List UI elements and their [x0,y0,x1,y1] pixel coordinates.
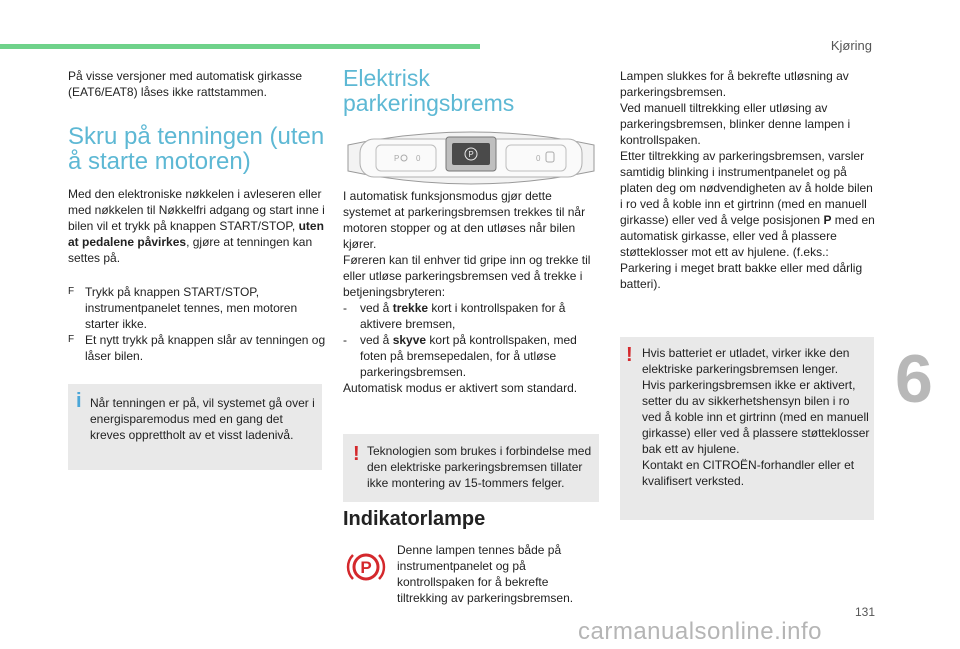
lamp-blink-text: Ved manuell tiltrekking eller utløsing av parkeringsbremsen, blinker denne lampen i kontrollspaken. [620,101,851,147]
svg-text:0: 0 [416,154,421,163]
list-item: F Trykk på knappen START/STOP, instrumentpanelet tennes, men motoren starter ikke. [68,285,298,331]
column-2 [343,66,599,116]
default-mode-text: Automatisk modus er aktivert som standard. [343,381,578,395]
auto-mode-text: I automatisk funksjonsmodus gjør dette systemet at parkeringsbremsen trekkes til når motoren stopper og at den utløses når bilen kjører. [343,189,586,251]
indicator-heading: Indikatorlampe [343,508,486,530]
warning-icon: ! [626,344,633,366]
indicator-description: Denne lampen tennes både på instrumentpanelet og på kontrollspaken for å bekrefte tiltrekking av parkeringsbremsen. [397,543,574,605]
warning-note-battery [620,337,874,520]
column-1 [68,68,326,364]
parking-brake-body [343,188,593,396]
svg-text:P: P [394,154,400,163]
parking-brake-console-illustration [346,123,596,193]
warning-icon: ! [353,443,360,465]
warning-note-text: Teknologien som brukes i forbindelse med den elektriske parkeringsbremsen tillater ikke montering av 15-tommers felger. [367,444,592,490]
list-item: - ved å trekke kort i kontrollspaken for å aktivere bremsen, [343,301,566,331]
dealer-text: Kontakt en CITROËN-forhandler eller et kvalifisert verksted. [642,458,855,488]
parking-brake-warning-icon [346,547,386,587]
not-activated-text: Hvis parkeringsbremsen ikke er aktivert, setter du av sikkerhetshensyn bilen i ro ved å koble inn et girtrinn (med en manuell girkasse) eller ved å plassere støtteklosser bak ett av hjulene. [642,378,870,456]
info-note [68,384,322,470]
info-icon: i [76,390,82,412]
manual-control-text: Føreren kan til enhver tid gripe inn og trekke til eller utløse parkeringsbremsen ved å trekke i betjeningsbryteren: [343,253,591,299]
watermark: carmanualsonline.info [578,618,822,645]
section-title: Kjøring [830,38,872,53]
chapter-accent-bar [0,44,480,49]
warning-note-rims [343,434,599,502]
parking-brake-heading: Elektrisk parkeringsbrems [343,65,515,116]
list-item: F Et nytt trykk på knappen slår av tenningen og låser bilen. [68,333,326,363]
chapter-number: 6 [895,341,933,417]
svg-text:P: P [468,150,474,159]
svg-text:P: P [360,558,372,577]
lamp-off-text: Lampen slukkes for å bekrefte utløsning av parkeringsbremsen. [620,69,849,99]
battery-text: Hvis batteriet er utladet, virker ikke den elektriske parkeringsbremsen lenger. [642,346,850,376]
info-note-text: Når tenningen er på, vil systemet gå over i energisparemodus med en gang det kreves opprettholt av et visst ladenivå. [90,396,315,442]
intro-text: På visse versjoner med automatisk girkasse (EAT6/EAT8) låses ikke rattstammen. [68,69,303,99]
immobilise-text: Etter tiltrekking av parkeringsbremsen, varsler samtidig blinking i instrumentpanelet og på platen deg om nødvendigheten av å holde bilen i ro ved å koble inn et girtrinn (med en manuell girkasse) eller ved å velge posisjonen P med en automatisk girkasse, eller ved å plassere støtteklosser mot ett av hjulene. (f.eks.: Parkering i meget bratt bakke eller med dårlig batteri). [620,149,875,291]
ignition-heading: Skru på tenningen (uten å starte motoren) [68,123,325,175]
list-item: - ved å skyve kort på kontrollspaken, med foten på bremsepedalen, for å utløse parkeringsbremsen. [343,333,577,379]
indicator-section [343,508,599,530]
column-3 [620,68,875,292]
ignition-paragraph: Med den elektroniske nøkkelen i avleseren eller med nøkkelen til Nøkkelfri adgang og start inne i bilen vil et trykk på knappen START/STOP, uten at pedalene påvirkes, gjøre at tenningen kan settes på. [68,187,325,265]
page-number: 131 [855,605,876,619]
svg-text:0: 0 [536,154,541,163]
